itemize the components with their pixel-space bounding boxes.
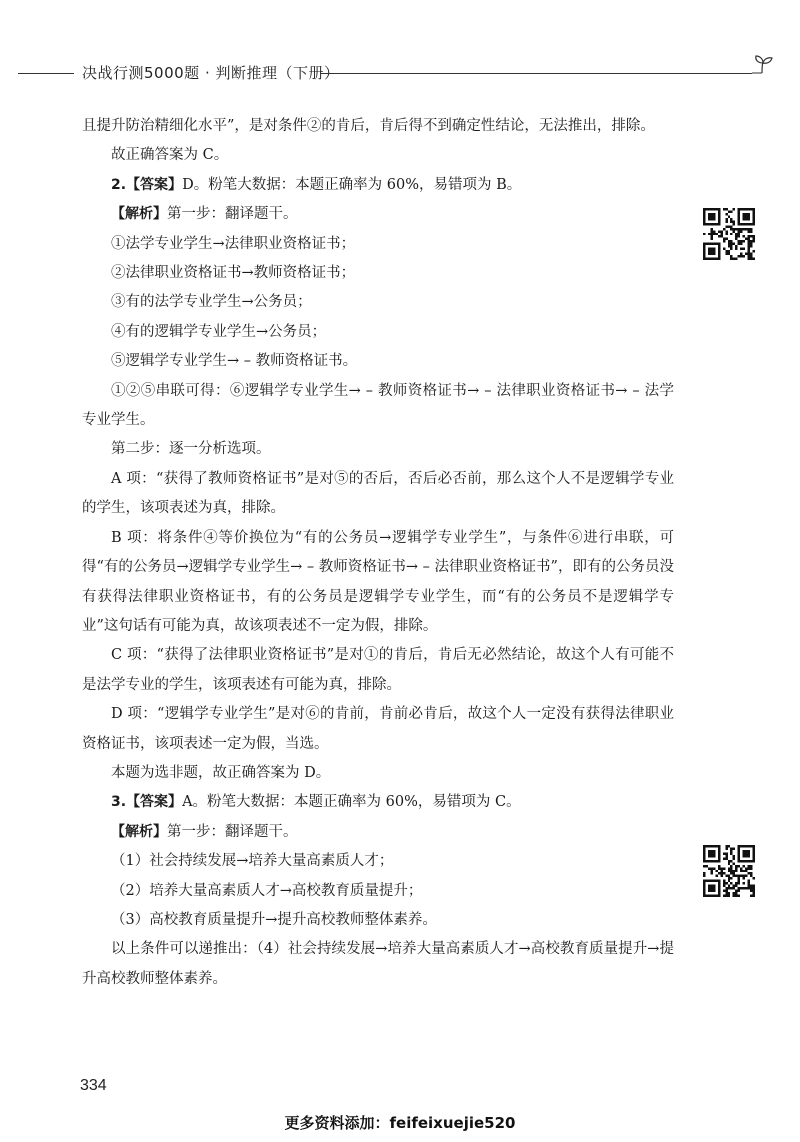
text-paragraph — [82, 524, 674, 642]
qr-code-icon[interactable] — [703, 845, 755, 897]
text-paragraph — [82, 788, 674, 817]
text-paragraph — [82, 935, 674, 994]
header-rule-left — [18, 73, 74, 74]
paragraph-text: 第二步：逐一分析选项。 — [111, 441, 271, 458]
text-paragraph — [82, 641, 674, 700]
page-number: 334 — [80, 1077, 107, 1094]
running-header — [18, 60, 782, 88]
text-paragraph — [82, 347, 674, 376]
text-paragraph — [82, 818, 674, 847]
answer-label: 【解析】 — [111, 823, 167, 840]
paragraph-text: 以上条件可以递推出：（4）社会持续发展→培养大量高素质人才→高校教育质量提升→提升高校教师整体素养。 — [82, 941, 674, 987]
text-paragraph — [82, 112, 674, 141]
text-paragraph — [82, 171, 674, 200]
answer-label: 2.【答案】 — [111, 176, 183, 193]
paragraph-text: C 项：“获得了法律职业资格证书”是对①的肯后，肯后无必然结论，故这个人有可能不是法学专业的学生，该项表述有可能为真，排除。 — [82, 647, 674, 693]
answer-label: 3.【答案】 — [111, 794, 183, 811]
answer-text-body — [82, 112, 674, 994]
answer-label: 【解析】 — [111, 206, 167, 223]
header-title: 决战行测5000题 · 判断推理（下册） — [82, 64, 340, 82]
paragraph-text: A 项：“获得了教师资格证书”是对⑤的否后，否后必否前，那么这个人不是逻辑学专业的学生，该项表述为真，排除。 — [82, 470, 674, 517]
paragraph-text: 本题为选非题，故正确答案为 D。 — [111, 764, 331, 781]
paragraph-text: D 项：“逻辑学专业学生”是对⑥的肯前，肯前必肯后，故这个人一定没有获得法律职业资格证书，该项表述一定为假，当选。 — [82, 706, 674, 752]
paragraph-text: （3）高校教育质量提升→提升高校教师整体素养。 — [111, 911, 437, 928]
text-paragraph — [82, 465, 674, 524]
paragraph-text: D。粉笔大数据：本题正确率为 60%，易错项为 B。 — [182, 176, 522, 193]
text-paragraph — [82, 906, 674, 935]
text-paragraph — [82, 200, 674, 229]
paragraph-text: ①法学专业学生→法律职业资格证书； — [111, 235, 356, 252]
text-paragraph — [82, 259, 674, 288]
qr-code-icon[interactable] — [703, 208, 755, 260]
sprout-icon — [748, 52, 778, 82]
text-paragraph — [82, 435, 674, 464]
paragraph-text: ④有的逻辑学专业学生→公务员； — [111, 323, 327, 340]
text-paragraph — [82, 847, 674, 876]
paragraph-text: 第一步：翻译题干。 — [167, 206, 298, 223]
paragraph-text: ①②⑤串联可得：⑥逻辑学专业学生→ – 教师资格证书→ – 法律职业资格证书→ – 法学专业学生。 — [82, 382, 674, 429]
text-paragraph — [82, 700, 674, 759]
header-rule-right — [320, 73, 752, 74]
paragraph-text: （2）培养大量高素质人才→高校教育质量提升； — [111, 882, 423, 899]
text-paragraph — [82, 318, 674, 347]
paragraph-text: 第一步：翻译题干。 — [167, 823, 298, 840]
text-paragraph — [82, 288, 674, 317]
paragraph-text: ②法律职业资格证书→教师资格证书； — [111, 265, 356, 282]
text-paragraph — [82, 377, 674, 436]
paragraph-text: B 项：将条件④等价换位为“有的公务员→逻辑学专业学生”，与条件⑥进行串联，可得“有的公务员→逻辑学专业学生→ – 教师资格证书→ – 法律职业资格证书”，即有的公务员没有获得法律职业资格证书，有的公务员是逻辑学专业学生，而“有的公务员不是逻辑学专业”这句话有可能为真，故该项表述不一定为假，排除。 — [82, 529, 674, 634]
paragraph-text: A。粉笔大数据：本题正确率为 60%，易错项为 C。 — [182, 794, 521, 811]
text-paragraph — [82, 877, 674, 906]
paragraph-text: ③有的法学专业学生→公务员； — [111, 294, 312, 311]
text-paragraph — [82, 759, 674, 788]
paragraph-text: 且提升防治精细化水平”，是对条件②的肯后，肯后得不到确定性结论，无法推出，排除。 — [82, 118, 655, 134]
paragraph-text: 故正确答案为 C。 — [111, 147, 229, 164]
text-paragraph — [82, 141, 674, 170]
footer-note: 更多资料添加：feifeixuejie520 — [284, 1114, 516, 1132]
paragraph-text: ⑤逻辑学专业学生→ – 教师资格证书。 — [111, 353, 358, 370]
paragraph-text: （1）社会持续发展→培养大量高素质人才； — [111, 853, 394, 870]
text-paragraph — [82, 230, 674, 259]
